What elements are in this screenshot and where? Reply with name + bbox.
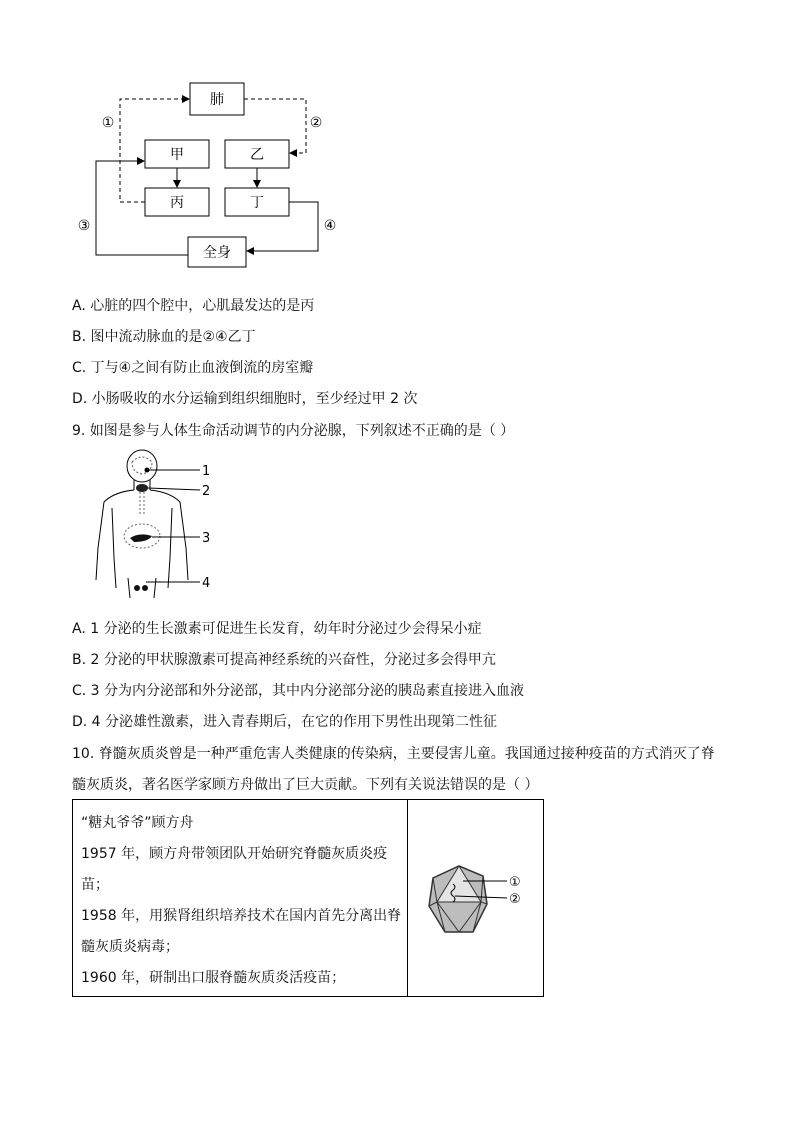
marker-2: ② <box>309 115 323 131</box>
head-outline <box>127 450 157 482</box>
table-line-6: 1960 年，研制出口服脊髓灰质炎活疫苗； <box>81 970 346 986</box>
circulation-diagram <box>70 75 370 275</box>
table-line-5: 髓灰质炎病毒； <box>81 939 179 955</box>
gland-label-3: 3 <box>202 531 211 546</box>
q8-option-c: C. 丁与④之间有防止血液倒流的房室瓣 <box>72 360 314 376</box>
marker-3: ③ <box>77 218 91 234</box>
q8-option-a: A. 心脏的四个腔中，心肌最发达的是丙 <box>72 298 315 314</box>
q9-option-c: C. 3 分为内分泌部和外分泌部，其中内分泌部分泌的胰岛素直接进入血液 <box>72 683 525 699</box>
testis-left <box>134 585 140 591</box>
yi-label: 乙 <box>250 147 264 163</box>
lung-label: 肺 <box>210 92 224 108</box>
virus-label-2: ② <box>509 892 521 907</box>
q9-stem: 9. 如图是参与人体生命活动调节的内分泌腺，下列叙述不正确的是（ ） <box>72 423 515 439</box>
q9-option-d: D. 4 分泌雄性激素，进入青春期后，在它的作用下男性出现第二性征 <box>72 714 498 730</box>
q10-stem-line2: 髓灰质炎，著名医学家顾方舟做出了巨大贡献。下列有关说法错误的是（ ） <box>72 777 539 793</box>
gland-label-1: 1 <box>202 464 211 479</box>
testis-right <box>142 585 148 591</box>
table-line-3: 苗； <box>81 877 109 893</box>
marker-4: ④ <box>323 218 337 234</box>
virus-diagram <box>423 860 533 940</box>
gland-label-4: 4 <box>202 576 211 591</box>
table-divider <box>407 800 408 996</box>
ding-label: 丁 <box>250 195 264 211</box>
table-line-4: 1958 年，用猴肾组织培养技术在国内首先分离出脊 <box>81 908 402 924</box>
bing-label: 丙 <box>170 195 184 211</box>
jia-label: 甲 <box>170 147 184 163</box>
q10-stem-line1: 10. 脊髓灰质炎曾是一种严重危害人类健康的传染病，主要侵害儿童。我国通过接种疫苗的方式消灭了脊 <box>72 746 715 762</box>
trachea-outline <box>140 492 144 514</box>
q10-info-table <box>72 799 544 997</box>
pancreas-gland <box>130 534 152 542</box>
gland-label-2: 2 <box>202 484 211 499</box>
q9-option-b: B. 2 分泌的甲状腺激素可提高神经系统的兴奋性，分泌过多会得甲亢 <box>72 652 496 668</box>
virus-label-1: ① <box>509 875 521 890</box>
pointer-2 <box>148 488 200 490</box>
q8-option-b: B. 图中流动脉血的是②④乙丁 <box>72 329 256 345</box>
table-line-2: 1957 年，顾方舟带领团队开始研究脊髓灰质炎疫 <box>81 846 388 862</box>
q9-option-a: A. 1 分泌的生长激素可促进生长发育，幼年时分泌过少会得呆小症 <box>72 621 482 637</box>
marker-1: ① <box>101 115 115 131</box>
endocrine-figure <box>90 448 220 600</box>
q8-option-d: D. 小肠吸收的水分运输到组织细胞时，至少经过甲 2 次 <box>72 391 418 407</box>
table-line-1: “糖丸爷爷”顾方舟 <box>81 815 194 831</box>
thyroid-gland <box>136 484 148 492</box>
body-label: 全身 <box>203 245 231 261</box>
